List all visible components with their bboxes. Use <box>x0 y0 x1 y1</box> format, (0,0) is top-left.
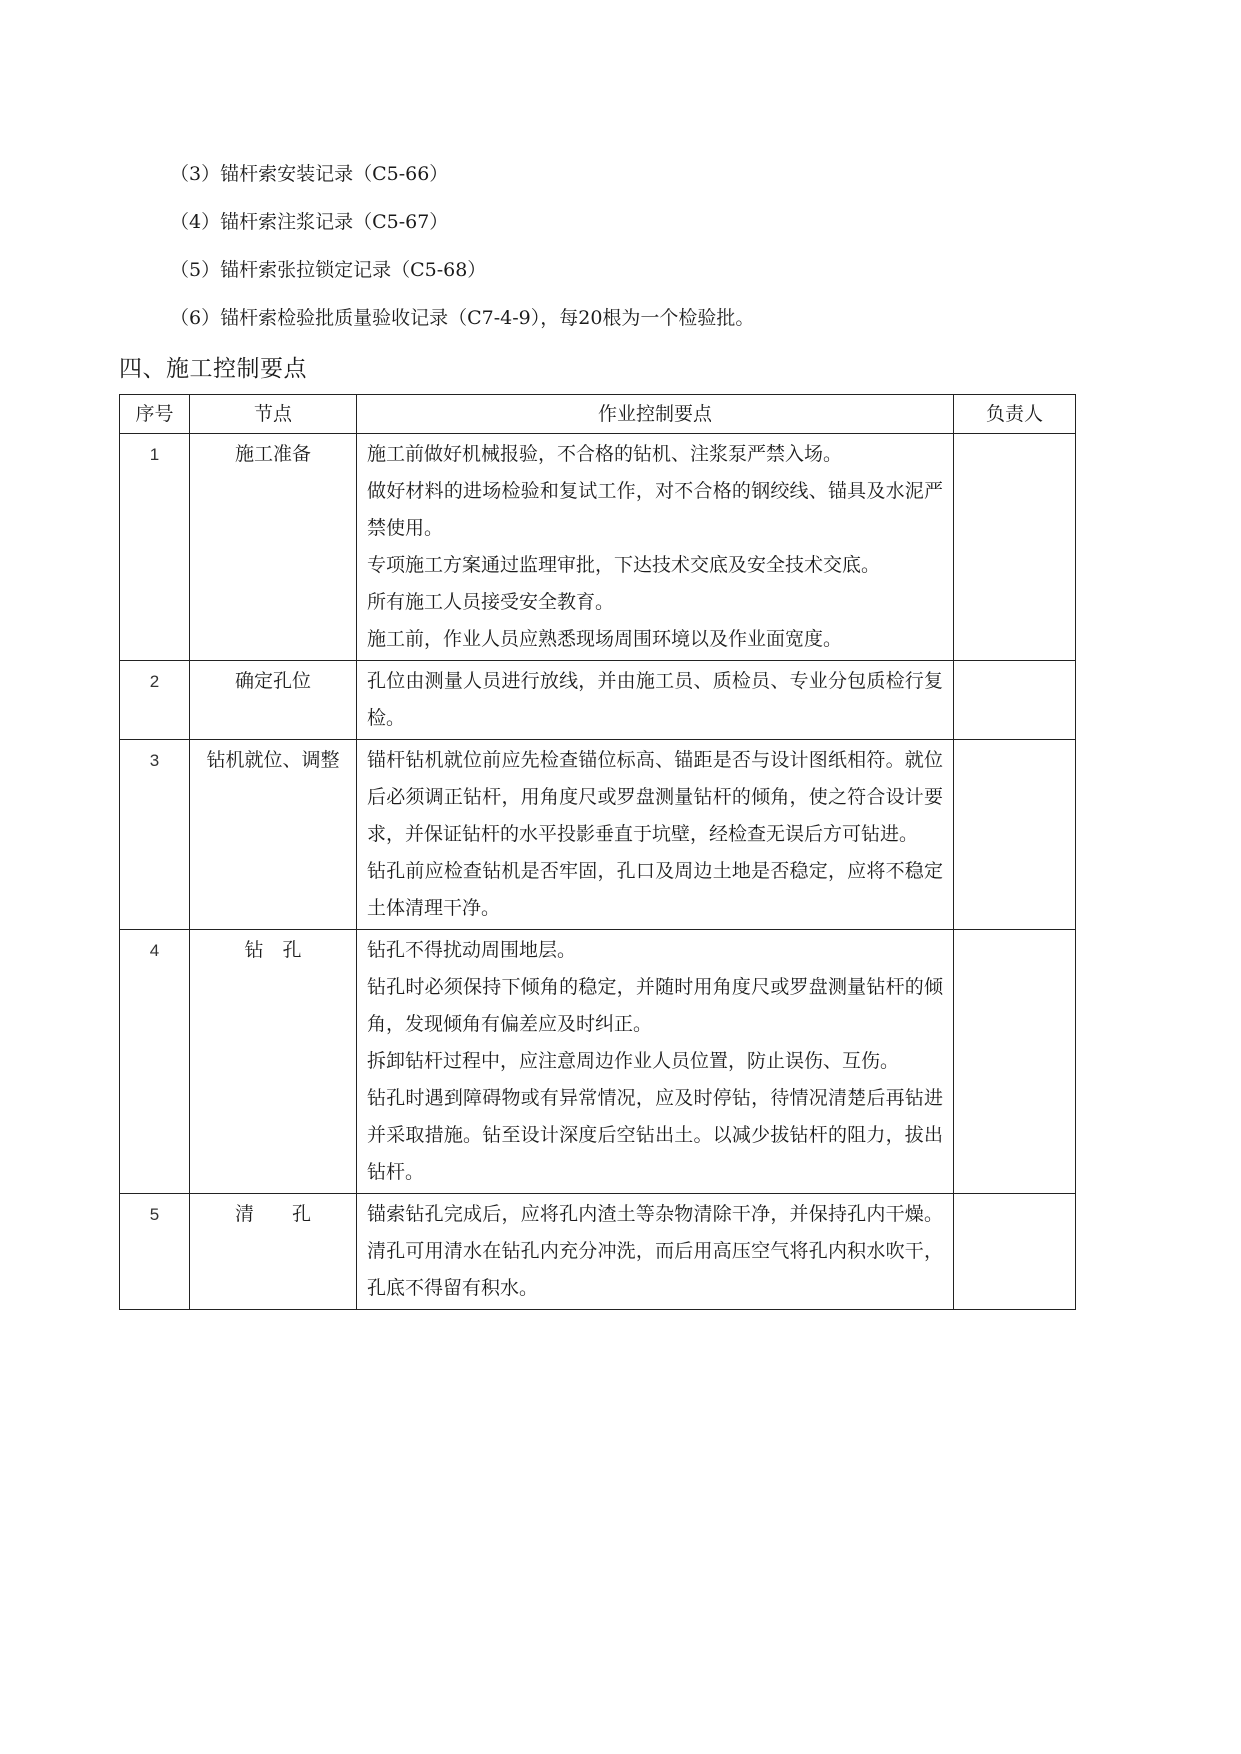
row-points <box>357 740 954 930</box>
row-no: 4 <box>120 930 190 1194</box>
record-item-grouting: （4）锚杆索注浆记录（C5-67） <box>170 211 449 233</box>
point-line: 施工前，作业人员应熟悉现场周围环境以及作业面宽度。 <box>367 628 843 650</box>
row-node: 钻机就位、调整 <box>190 740 357 930</box>
point-line: 锚杆钻机就位前应先检查锚位标高、锚距是否与设计图纸相符。就位后必须调正钻杆，用角度尺或罗盘测量钻杆的倾角，使之符合设计要求，并保证钻杆的水平投影垂直于坑壁，经检查无误后方可钻进。 <box>367 749 943 845</box>
point-line: 孔位由测量人员进行放线，并由施工员、质检员、专业分包质检行复检。 <box>367 670 943 729</box>
row-no: 2 <box>120 661 190 740</box>
header-node: 节点 <box>190 395 357 434</box>
table-row <box>120 1194 1076 1310</box>
row-owner <box>954 740 1076 930</box>
row-node: 确定孔位 <box>190 661 357 740</box>
record-item-acceptance: （6）锚杆索检验批质量验收记录（C7-4-9），每20根为一个检验批。 <box>170 307 755 329</box>
row-points <box>357 1194 954 1310</box>
record-list <box>170 155 754 347</box>
row-points <box>357 930 954 1194</box>
point-line: 钻孔时遇到障碍物或有异常情况，应及时停钻，待情况清楚后再钻进并采取措施。钻至设计深度后空钻出土。以减少拔钻杆的阻力，拔出钻杆。 <box>367 1087 943 1183</box>
point-line: 拆卸钻杆过程中，应注意周边作业人员位置，防止误伤、互伤。 <box>367 1050 900 1072</box>
point-line: 钻孔不得扰动周围地层。 <box>367 939 577 961</box>
table-header-row <box>120 395 1076 434</box>
point-line: 钻孔前应检查钻机是否牢固，孔口及周边土地是否稳定，应将不稳定土体清理干净。 <box>367 860 943 919</box>
section-heading: 四、施工控制要点 <box>119 356 307 382</box>
point-line: 钻孔时必须保持下倾角的稳定，并随时用角度尺或罗盘测量钻杆的倾角，发现倾角有偏差应及时纠正。 <box>367 976 943 1035</box>
table-body <box>120 434 1076 1310</box>
header-owner: 负责人 <box>954 395 1076 434</box>
row-owner <box>954 1194 1076 1310</box>
point-line: 做好材料的进场检验和复试工作，对不合格的钢绞线、锚具及水泥严禁使用。 <box>367 480 943 539</box>
table-header <box>120 395 1076 434</box>
row-owner <box>954 434 1076 661</box>
row-points <box>357 661 954 740</box>
control-points-table <box>119 394 1076 1310</box>
row-no: 5 <box>120 1194 190 1310</box>
row-owner <box>954 930 1076 1194</box>
row-no: 3 <box>120 740 190 930</box>
row-no: 1 <box>120 434 190 661</box>
header-no: 序号 <box>120 395 190 434</box>
record-item-tensioning: （5）锚杆索张拉锁定记录（C5-68） <box>170 259 487 281</box>
table-row <box>120 661 1076 740</box>
point-line: 锚索钻孔完成后，应将孔内渣土等杂物清除干净，并保持孔内干燥。清孔可用清水在钻孔内充分冲洗，而后用高压空气将孔内积水吹干，孔底不得留有积水。 <box>367 1203 943 1299</box>
row-owner <box>954 661 1076 740</box>
row-node: 钻 孔 <box>190 930 357 1194</box>
row-node: 清 孔 <box>190 1194 357 1310</box>
table-row <box>120 434 1076 661</box>
table-row <box>120 930 1076 1194</box>
header-points: 作业控制要点 <box>357 395 954 434</box>
point-line: 所有施工人员接受安全教育。 <box>367 591 615 613</box>
point-line: 施工前做好机械报验，不合格的钻机、注浆泵严禁入场。 <box>367 443 843 465</box>
row-node: 施工准备 <box>190 434 357 661</box>
table-row <box>120 740 1076 930</box>
row-points <box>357 434 954 661</box>
point-line: 专项施工方案通过监理审批，下达技术交底及安全技术交底。 <box>367 554 881 576</box>
record-item-install: （3）锚杆索安装记录（C5-66） <box>170 163 449 185</box>
